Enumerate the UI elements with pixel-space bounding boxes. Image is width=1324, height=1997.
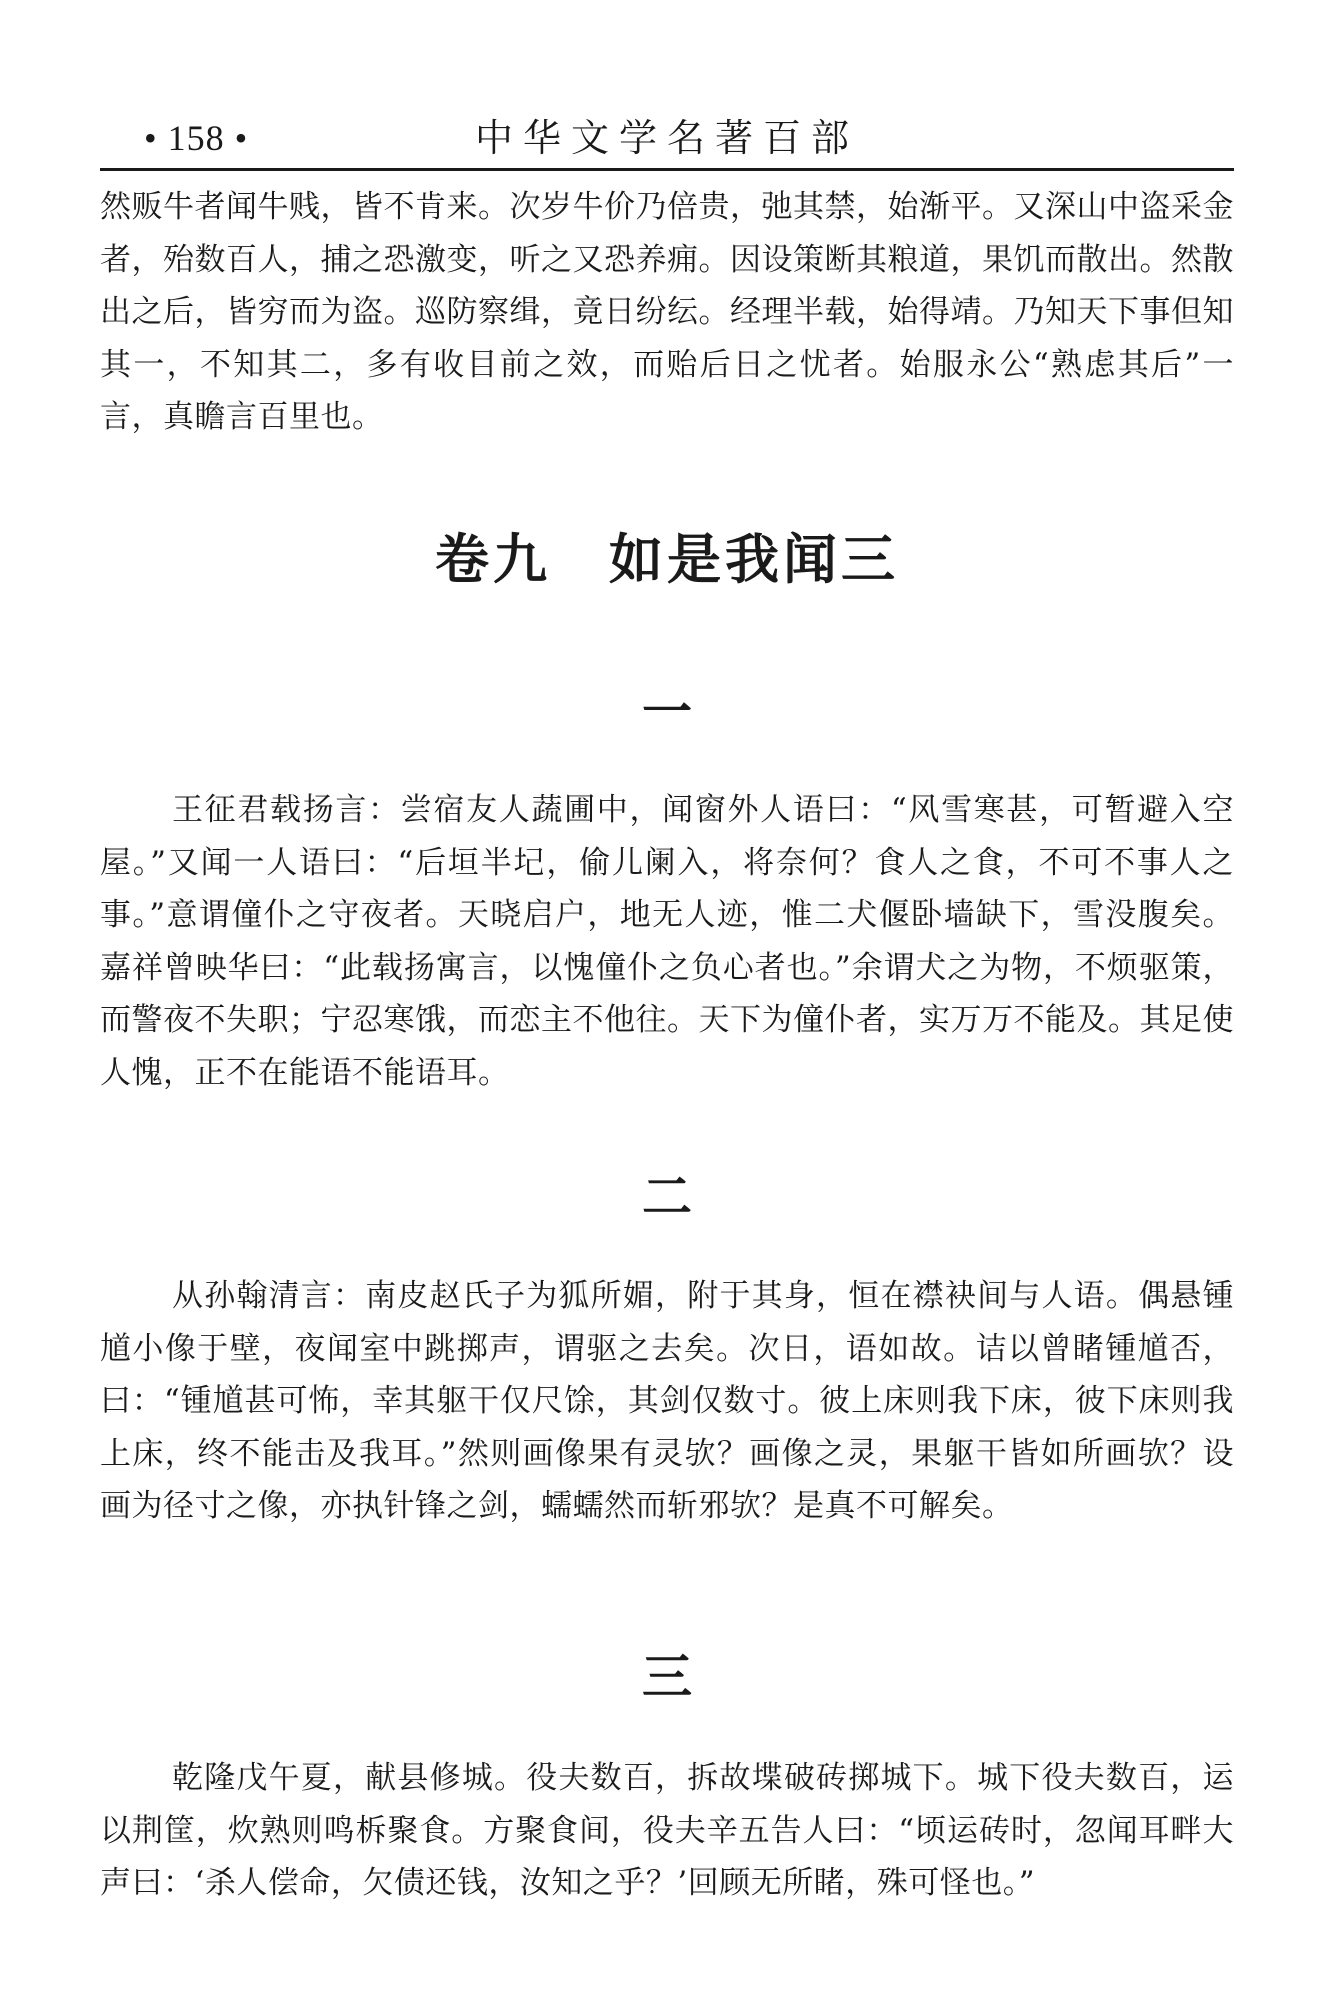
section-heading-3: 三 — [642, 1648, 692, 1706]
page-number: • 158 • — [144, 118, 249, 158]
section-paragraph-1: 王征君载扬言：尝宿友人蔬圃中，闻窗外人语曰：“风雪寒甚，可暂避入空屋。”又闻一人语曰：“后垣半圮，偷儿阑入，将奈何？食人之食，不可不事人之事。”意谓僮仆之守夜者。天晓启户，地无人迹，惟二犬偃卧墙缺下，雪没腹矣。嘉祥曾映华曰：“此载扬寓言，以愧僮仆之负心者也。”余谓犬之为物，不烦驱策，而警夜不失职；宁忍寒饿，而恋主不他往。天下为僮仆者，实万万不能及。其足使人愧，正不在能语不能语耳。 — [100, 792, 1234, 1091]
section-paragraph-2: 从孙翰清言：南皮赵氏子为狐所媚，附于其身，恒在襟袂间与人语。偶悬锺馗小像于壁，夜闻室中跳掷声，谓驱之去矣。次日，语如故。诘以曾睹锺馗否，曰：“锺馗甚可怖，幸其躯干仅尺馀，其剑仅数寸。彼上床则我下床，彼下床则我上床，终不能击及我耳。”然则画像果有灵欤？画像之灵，果躯干皆如所画欤？设画为径寸之像，亦执针锋之剑，蠕蠕然而斩邪欤？是真不可解矣。 — [100, 1278, 1234, 1524]
intro-paragraph: 然贩牛者闻牛贱，皆不肯来。次岁牛价乃倍贵，弛其禁，始渐平。又深山中盗采金者，殆数百人，捕之恐激变，听之又恐养痈。因设策断其粮道，果饥而散出。然散出之后，皆穷而为盗。巡防察缉，竟日纷纭。经理半载，始得靖。乃知天下事但知其一，不知其二，多有收目前之效，而贻后日之忧者。始服永公“熟虑其后”一言，真瞻言百里也。 — [100, 189, 1234, 435]
section-heading-1: 一 — [642, 683, 692, 741]
section-paragraph-3: 乾隆戊午夏，献县修城。役夫数百，拆故堞破砖掷城下。城下役夫数百，运以荆筐，炊熟则鸣柝聚食。方聚食间，役夫辛五告人曰：“顷运砖时，忽闻耳畔大声曰：‘杀人偿命，欠债还钱，汝知之乎？’回顾无所睹，殊可怪也。” — [100, 1760, 1234, 1901]
book-title: 中华文学名著百部 — [474, 116, 859, 160]
running-header — [100, 108, 1234, 168]
header-divider — [100, 168, 1234, 171]
book-page — [100, 0, 1234, 1997]
section-heading-2: 二 — [642, 1168, 692, 1226]
chapter-title: 卷九 如是我闻三 — [435, 528, 899, 591]
